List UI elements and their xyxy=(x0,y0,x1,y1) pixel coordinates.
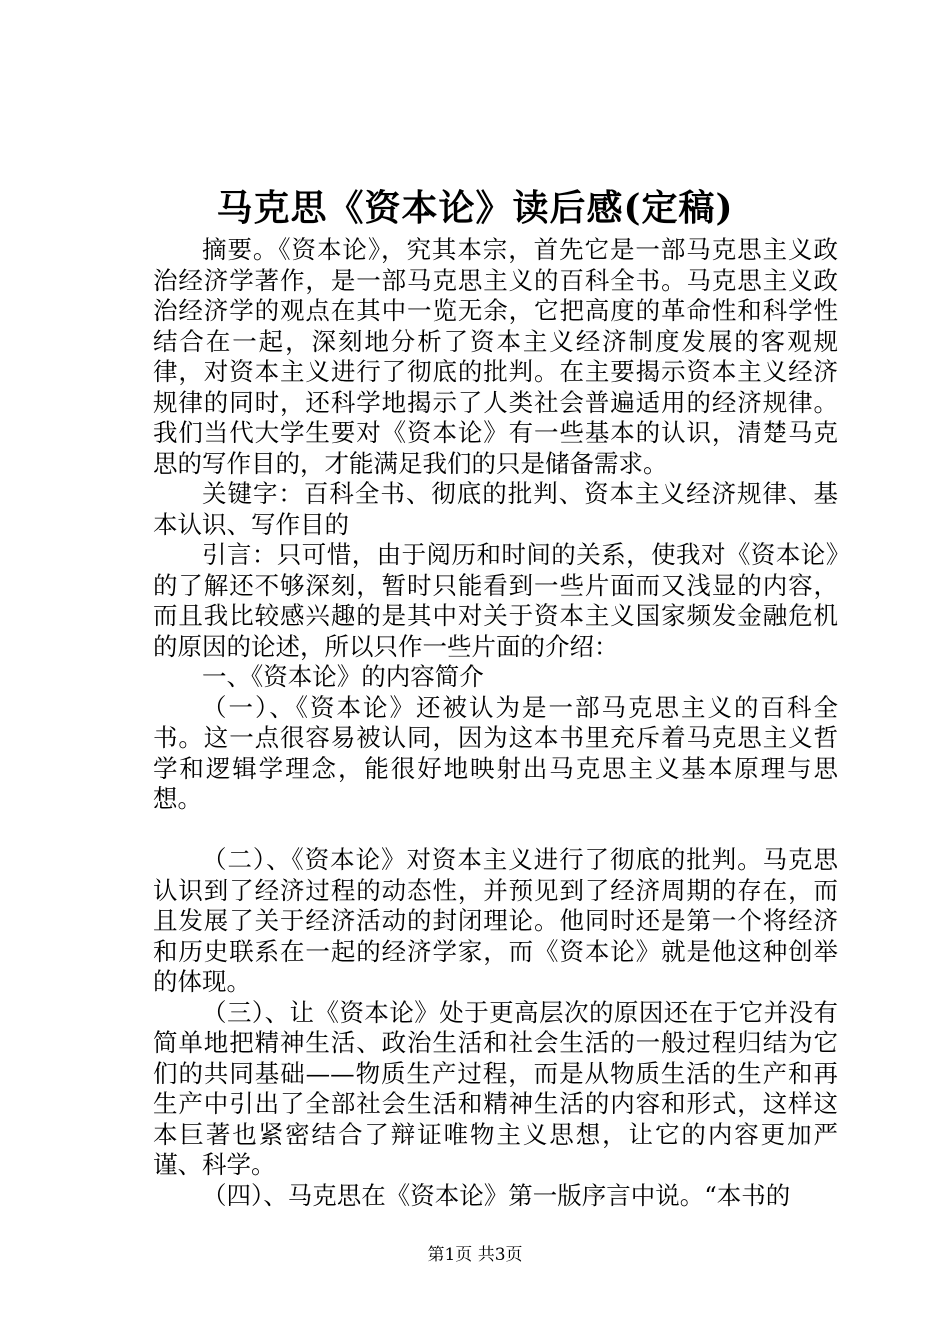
page-number-footer: 第1页 共3页 xyxy=(427,1245,523,1265)
keywords-paragraph: 关键字：百科全书、彻底的批判、资本主义经济规律、基本认识、写作目的 xyxy=(153,479,838,539)
content-paragraph-2: （二）、《资本论》对资本主义进行了彻底的批判。马克思认识到了经济过程的动态性，并预见到了经济周期的存在，而且发展了关于经济活动的封闭理论。他同时还是第一个将经济和历史联系在一起的经济学家，而《资本论》就是他这种创举的体现。 xyxy=(153,845,838,996)
content-paragraph-3: （三）、让《资本论》处于更高层次的原因还在于它并没有简单地把精神生活、政治生活和社会生活的一般过程归结为它们的共同基础——物质生产过程，而是从物质生活的生产和再生产中引出了全部社会生活和精神生活的内容和形式，这样这本巨著也紧密结合了辩证唯物主义思想，让它的内容更加严谨、科学。 xyxy=(153,997,838,1179)
content-paragraph-1: （一）、《资本论》还被认为是一部马克思主义的百科全书。这一点很容易被认同，因为这本书里充斥着马克思主义哲学和逻辑学理念，能很好地映射出马克思主义基本原理与思想。 xyxy=(153,692,838,813)
section-heading: 一、《资本论》的内容简介 xyxy=(202,662,484,691)
document-title: 马克思《资本论》读后感(定稿) xyxy=(216,187,734,229)
introduction-paragraph: 引言：只可惜，由于阅历和时间的关系，使我对《资本论》的了解还不够深刻，暂时只能看到一些片面而又浅显的内容，而且我比较感兴趣的是其中对关于资本主义国家频发金融危机的原因的论述，所以只作一些片面的介绍： xyxy=(153,540,838,661)
content-paragraph-4: （四）、马克思在《资本论》第一版序言中说。“本书的 xyxy=(202,1180,791,1210)
abstract-paragraph: 摘要。《资本论》，究其本宗，首先它是一部马克思主义政治经济学著作，是一部马克思主义的百科全书。马克思主义政治经济学的观点在其中一览无余，它把高度的革命性和科学性结合在一起，深刻地分析了资本主义经济制度发展的客观规律，对资本主义进行了彻底的批判。在主要揭示资本主义经济规律的同时，还科学地揭示了人类社会普遍适用的经济规律。我们当代大学生要对《资本论》有一些基本的认识，清楚马克思的写作目的，才能满足我们的只是储备需求。 xyxy=(153,235,838,478)
document-body xyxy=(153,235,838,1211)
